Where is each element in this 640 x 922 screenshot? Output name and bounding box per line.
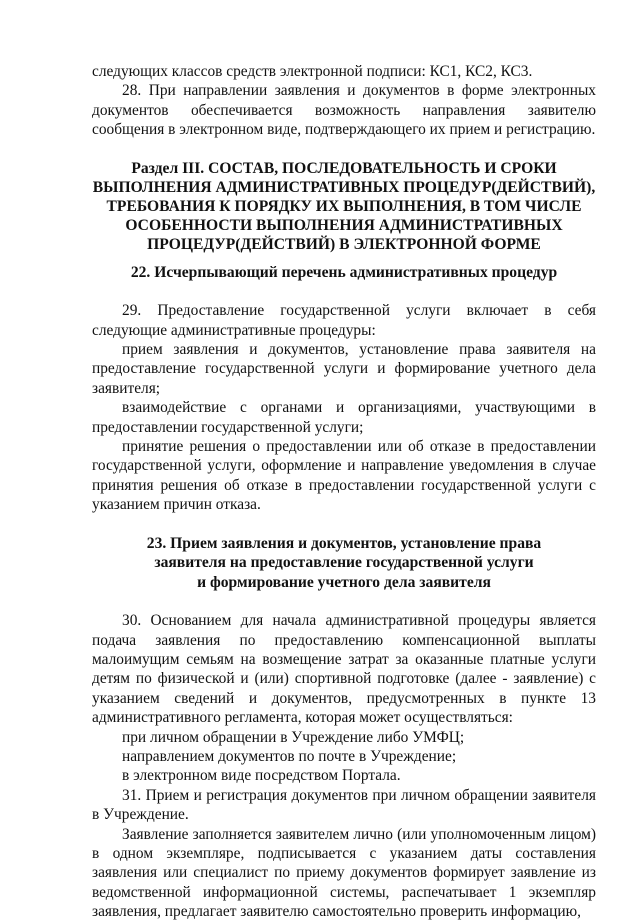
spacer [92,254,596,263]
section-3-title-line: ВЫПОЛНЕНИЯ АДМИНИСТРАТИВНЫХ ПРОЦЕДУР(ДЕЙСТВИЙ), [92,178,596,196]
procedure-item: принятие решения о предоставлении или об отказе в предоставлении государственной услуги, оформление и направление уведомления в случае принятия решения об отказе в предоставлении государственной услуги с указанием причин отказа. [92,437,596,514]
spacer [92,282,596,301]
section-3-title-line: Раздел III. СОСТАВ, ПОСЛЕДОВАТЕЛЬНОСТЬ И СРОКИ [131,159,557,177]
paragraph-28: 28. При направлении заявления и документов в форме электронных документов обеспечивается возможность направления заявителю сообщения в электронном виде, подтверждающего их прием и регистрацию. [92,82,596,139]
procedure-item: взаимодействие с органами и организациями, участвующими в предоставлении государственной услуги; [92,399,596,436]
paragraph-31-text: Заявление заполняется заявителем лично (или уполномоченным лицом) в одном экземпляре, подписывается с указанием даты составления заявления или специалист по приему документов формирует заявление из ведомственной информационной системы, распечатывает 1 экземпляр заявления, предлагает заявителю самостоятельно проверить информацию, [92,825,596,921]
section-3-title-line: ТРЕБОВАНИЯ К ПОРЯДКУ ИХ ВЫПОЛНЕНИЯ, В ТОМ ЧИСЛЕ [106,197,582,215]
subsection-23-title-line: 23. Прием заявления и документов, установление права [146,534,542,552]
subsection-23-title [92,534,596,593]
paragraph-27-tail: следующих классов средств электронной подписи: КС1, КС2, КС3. [92,63,533,80]
paragraph-31: 31. Прием и регистрация документов при личном обращении заявителя в Учреждение. [92,786,596,824]
paragraph-30: 30. Основанием для начала административной процедуры является подача заявления по предоставлению компенсационной выплаты малоимущим семьям на возмещение затрат за оказанные платные услуги детям по физической и (или) спортивной подготовке (далее - заявление) с указанием сведений и документов, предусмотренных в пункте 13 административного регламента, которая может осуществляться: [92,612,596,727]
subsection-23-title-line: и формирование учетного дела заявителя [197,573,491,591]
section-3-title-line: ПРОЦЕДУР(ДЕЙСТВИЙ) В ЭЛЕКТРОННОЙ ФОРМЕ [147,235,541,253]
section-3-title [92,159,596,254]
procedure-item: прием заявления и документов, установление права заявителя на предоставление государственной услуги и формирование учетного дела заявителя; [92,340,596,397]
subsection-22-title [92,263,596,283]
submission-way: в электронном виде посредством Портала. [122,767,401,785]
spacer [92,592,596,611]
subsection-23-title-line: заявителя на предоставление государственной услуги [154,554,534,572]
spacer [92,515,596,534]
section-3-title-line: ОСОБЕННОСТИ ВЫПОЛНЕНИЯ АДМИНИСТРАТИВНЫХ [125,216,563,234]
spacer [92,140,596,159]
paragraph-29: 29. Предоставление государственной услуги включает в себя следующие административные процедуры: [92,302,596,339]
submission-way: при личном обращении в Учреждение либо УМФЦ; [122,728,465,746]
submission-way: направлением документов по почте в Учреждение; [122,747,457,765]
subsection-22-title-text: 22. Исчерпывающий перечень административных процедур [130,263,558,281]
